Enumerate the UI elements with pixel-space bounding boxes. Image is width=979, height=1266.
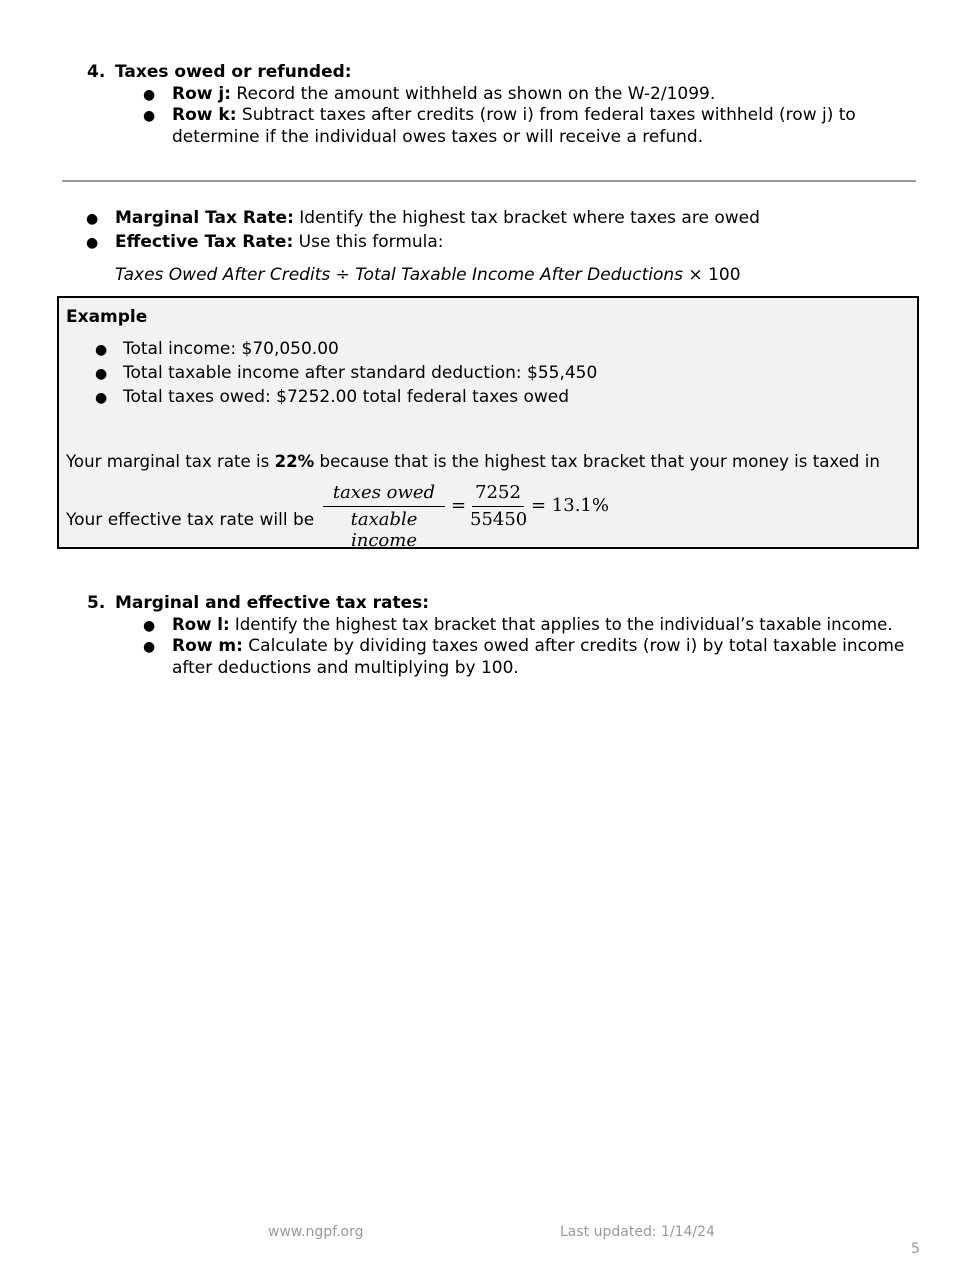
list-item <box>95 363 107 383</box>
example-taxable-income: Total taxable income after standard deduction: $55,450 <box>123 363 598 383</box>
example-taxes-owed: Total taxes owed: $7252.00 total federal taxes owed <box>123 387 570 407</box>
row-l-item: Row l: Identify the highest tax bracket that applies to the individual’s taxable income. <box>172 615 893 634</box>
fraction-numerator: 7252 <box>475 482 521 503</box>
list-item <box>143 84 155 104</box>
bullet-icon: ● <box>95 390 108 406</box>
section-5-title: Marginal and effective tax rates: <box>115 593 430 613</box>
example-title: Example <box>66 307 148 327</box>
equation-result: = 13.1% <box>531 495 609 516</box>
section-4-number: 4. <box>87 62 106 82</box>
bullet-icon: ● <box>95 342 108 358</box>
bullet-icon: ● <box>143 639 156 655</box>
equals-sign: = <box>451 495 467 516</box>
effective-rate-statement: Your effective tax rate will be <box>66 510 315 530</box>
list-item <box>86 208 98 228</box>
section-4-title: Taxes owed or refunded: <box>115 62 352 82</box>
section-5-number: 5. <box>87 593 106 613</box>
bullet-icon: ● <box>86 211 99 227</box>
list-item <box>86 232 98 252</box>
bullet-icon: ● <box>86 235 99 251</box>
fraction-bar <box>323 506 445 507</box>
fraction-denominator: taxable income <box>350 509 418 551</box>
marginal-rate-statement: Your marginal tax rate is 22% because that is the highest tax bracket that your money is taxed in <box>66 452 880 471</box>
list-item <box>143 615 155 635</box>
horizontal-divider <box>62 180 916 182</box>
bullet-icon: ● <box>143 87 156 103</box>
row-m-continuation: after deductions and multiplying by 100. <box>172 658 519 678</box>
bullet-icon: ● <box>95 366 108 382</box>
list-item <box>143 105 155 125</box>
bullet-icon: ● <box>143 618 156 634</box>
footer-website: www.ngpf.org <box>268 1224 364 1240</box>
fraction-numerator: taxes owed <box>332 482 436 503</box>
effective-rate-formula: Taxes Owed After Credits ÷ Total Taxable Income After Deductions × 100 <box>115 265 741 285</box>
row-m-item: Row m: Calculate by dividing taxes owed after credits (row i) by total taxable income <box>172 636 905 656</box>
fraction-denominator: 55450 <box>470 509 528 530</box>
fraction-bar <box>472 506 524 507</box>
list-item <box>143 636 155 656</box>
effective-tax-rate-definition: Effective Tax Rate: Use this formula: <box>115 232 444 252</box>
list-item <box>95 387 107 407</box>
page-number: 5 <box>911 1241 920 1257</box>
row-j-item: Row j: Record the amount withheld as shown on the W-2/1099. <box>172 84 716 104</box>
row-k-continuation: determine if the individual owes taxes or will receive a refund. <box>172 127 704 147</box>
example-total-income: Total income: $70,050.00 <box>123 339 339 359</box>
footer-last-updated: Last updated: 1/14/24 <box>560 1224 715 1240</box>
marginal-tax-rate-definition: Marginal Tax Rate: Identify the highest tax bracket where taxes are owed <box>115 208 760 228</box>
bullet-icon: ● <box>143 108 156 124</box>
list-item <box>95 339 107 359</box>
row-k-item: Row k: Subtract taxes after credits (row i) from federal taxes withheld (row j) to <box>172 105 856 125</box>
